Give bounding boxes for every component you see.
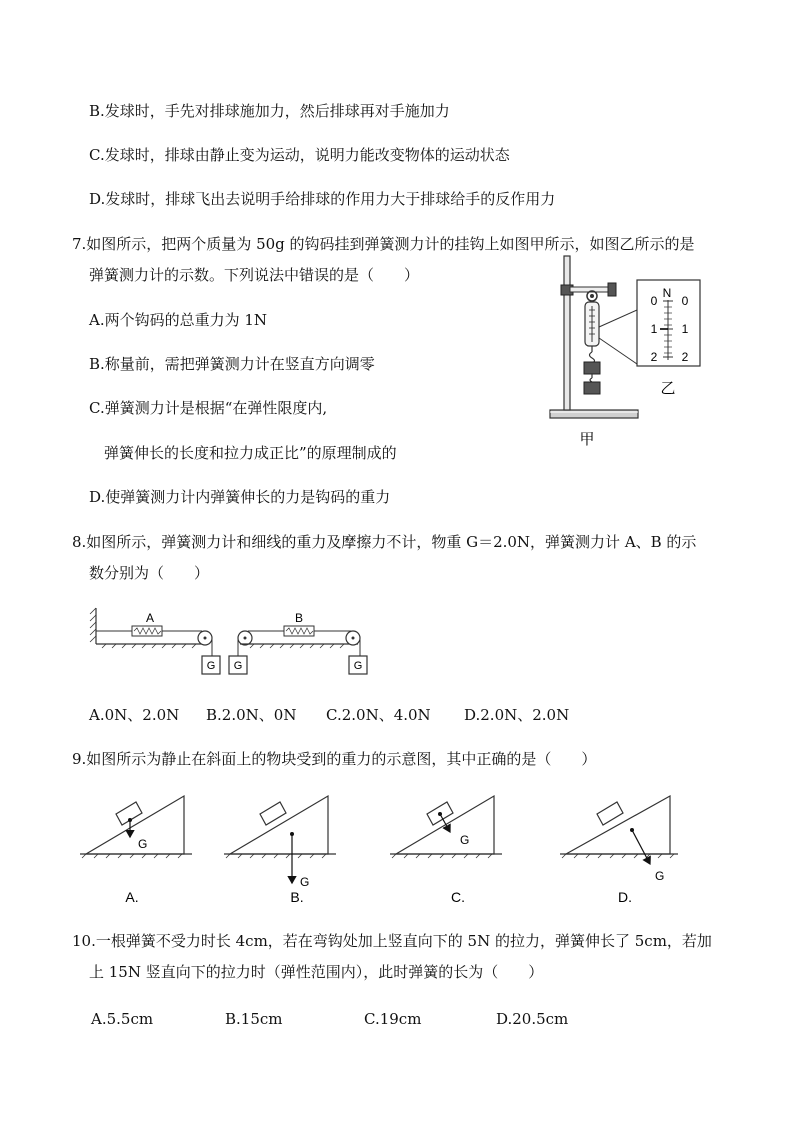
scale-left-2: 2 — [650, 350, 658, 364]
q8-option-b: B.2.0N、0N — [206, 706, 297, 724]
incline-d — [560, 796, 678, 883]
stand-pole — [564, 256, 570, 410]
unit-label: N — [662, 286, 672, 300]
q9-label-a: A. — [125, 889, 139, 905]
q8-option-d: D.2.0N、2.0N — [464, 706, 570, 724]
q6-option-b: B.发球时，手先对排球施加力，然后排球再对手施加力 — [89, 102, 450, 120]
q10-option-c: C.19cm — [364, 1010, 422, 1028]
q10-option-b: B.15cm — [225, 1010, 283, 1028]
q8-stem-line2: 数分别为（ ） — [89, 564, 210, 582]
scale-a — [132, 626, 162, 636]
figure-label-jia: 甲 — [579, 431, 595, 448]
scale-b-label: B — [294, 611, 304, 625]
scale-b — [284, 626, 314, 636]
q10-stem-line2: 上 15N 竖直向下的拉力时（弹性范围内），此时弹簧的长为（ ） — [89, 963, 544, 981]
incline-b — [224, 796, 336, 889]
q7-option-c-line2: 弹簧伸长的长度和拉力成正比”的原理制成的 — [104, 444, 397, 462]
incline-c — [390, 796, 502, 858]
stand-base — [550, 410, 638, 418]
q9-figure — [72, 790, 702, 910]
q8-stem-line1: 8.如图所示，弹簧测力计和细线的重力及摩擦力不计，物重 G＝2.0N，弹簧测力计 A、B 的示 — [72, 533, 697, 551]
scale-a-label: A — [145, 611, 155, 625]
q9-label-c: C. — [451, 889, 465, 905]
q8-option-a: A.0N、2.0N — [89, 706, 180, 724]
weight-g1-label: G — [206, 660, 216, 672]
q10-option-d: D.20.5cm — [496, 1010, 569, 1028]
q7-option-c-line1: C.弹簧测力计是根据“在弹性限度内, — [89, 399, 328, 417]
q6-option-c: C.发球时，排球由静止变为运动，说明力能改变物体的运动状态 — [89, 146, 510, 164]
incline-a — [80, 796, 192, 858]
weight-upper — [584, 362, 600, 374]
scale-left-0: 0 — [650, 294, 658, 308]
q8-figure — [88, 608, 378, 680]
q10-stem-line1: 10.一根弹簧不受力时长 4cm，若在弯钩处加上竖直向下的 5N 的拉力，弹簧伸长了 5cm，若加 — [72, 932, 712, 950]
weight-lower — [584, 382, 600, 394]
force-label-a: G — [138, 837, 148, 851]
force-label-b: G — [300, 875, 310, 889]
q7-figure — [540, 252, 720, 452]
scale-right-0: 0 — [681, 294, 689, 308]
q10-option-a: A.5.5cm — [91, 1010, 154, 1028]
force-label-c: G — [460, 833, 470, 847]
force-label-d: G — [655, 869, 665, 883]
scale-right-1: 1 — [681, 322, 689, 336]
q7-stem-line1: 7.如图所示，把两个质量为 50g 的钩码挂到弹簧测力计的挂钩上如图甲所示，如图乙所示的是 — [72, 235, 695, 253]
scale-left-1: 1 — [650, 322, 658, 336]
q7-option-d: D.使弹簧测力计内弹簧伸长的力是钩码的重力 — [89, 488, 391, 506]
q9-label-b: B. — [290, 889, 304, 905]
q8-option-c: C.2.0N、4.0N — [326, 706, 431, 724]
q9-stem: 9.如图所示为静止在斜面上的物块受到的重力的示意图，其中正确的是（ ） — [72, 750, 597, 768]
weight-g2-label: G — [233, 660, 243, 672]
q9-label-d: D. — [618, 889, 632, 905]
q7-stem-line2: 弹簧测力计的示数。下列说法中错误的是（ ） — [89, 266, 420, 284]
figure-label-yi: 乙 — [660, 380, 676, 397]
scale-right-2: 2 — [681, 350, 689, 364]
q7-option-a: A.两个钩码的总重力为 1N — [89, 311, 268, 329]
weight-g3-label: G — [353, 660, 363, 672]
q6-option-d: D.发球时，排球飞出去说明手给排球的作用力大于排球给手的反作用力 — [89, 190, 556, 208]
q7-option-b: B.称量前，需把弹簧测力计在竖直方向调零 — [89, 355, 375, 373]
